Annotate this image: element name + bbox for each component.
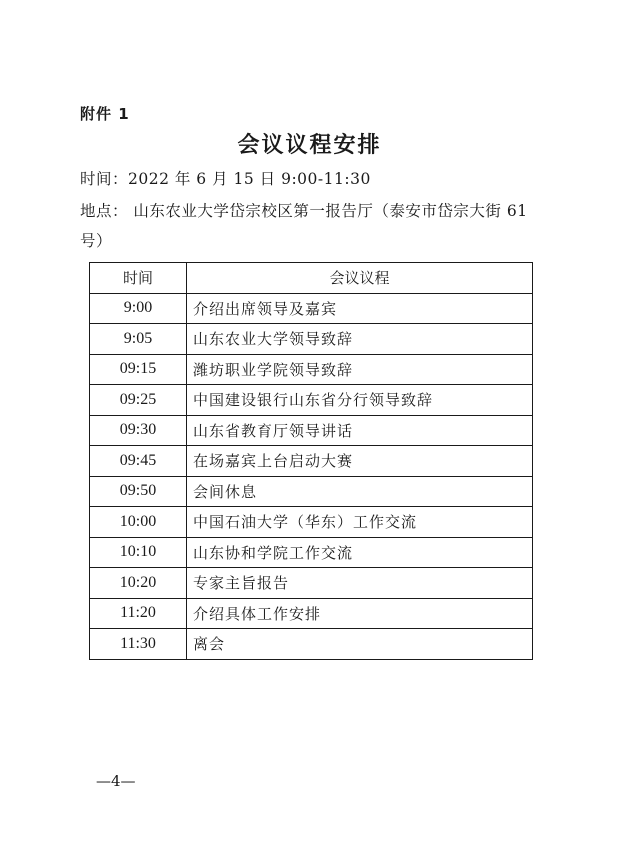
row-time: 9:00 xyxy=(90,293,187,324)
table-row xyxy=(90,568,533,599)
page-number: —4— xyxy=(96,772,136,790)
row-item: 介绍出席领导及嘉宾 xyxy=(187,293,533,324)
row-item: 在场嘉宾上台启动大赛 xyxy=(187,446,533,477)
header-time: 时间 xyxy=(90,263,187,294)
row-item: 中国石油大学（华东）工作交流 xyxy=(187,507,533,538)
row-time: 10:00 xyxy=(90,507,187,538)
meeting-place-continued: 号） xyxy=(80,232,113,250)
table-row xyxy=(90,476,533,507)
meeting-place: 地点： 山东农业大学岱宗校区第一报告厅（泰安市岱宗大街 61 xyxy=(80,202,528,220)
row-time: 11:30 xyxy=(90,629,187,660)
row-time: 09:25 xyxy=(90,385,187,416)
row-item: 山东省教育厅领导讲话 xyxy=(187,415,533,446)
table-row xyxy=(90,537,533,568)
table-row xyxy=(90,507,533,538)
row-time: 10:10 xyxy=(90,537,187,568)
table-row xyxy=(90,415,533,446)
table-row xyxy=(90,385,533,416)
meeting-time: 时间：2022 年 6 月 15 日 9:00-11:30 xyxy=(80,170,371,188)
table-row xyxy=(90,629,533,660)
page-title: 会议议程安排 xyxy=(237,132,382,158)
row-time: 10:20 xyxy=(90,568,187,599)
row-item: 介绍具体工作安排 xyxy=(187,598,533,629)
attachment-label: 附件 1 xyxy=(80,105,130,123)
row-time: 09:45 xyxy=(90,446,187,477)
table-row xyxy=(90,354,533,385)
row-time: 11:20 xyxy=(90,598,187,629)
row-item: 会间休息 xyxy=(187,476,533,507)
row-time: 9:05 xyxy=(90,324,187,355)
row-item: 山东协和学院工作交流 xyxy=(187,537,533,568)
row-item: 专家主旨报告 xyxy=(187,568,533,599)
table-row xyxy=(90,293,533,324)
agenda-header-row xyxy=(90,263,533,294)
agenda-table xyxy=(89,262,533,660)
table-row xyxy=(90,446,533,477)
row-time: 09:50 xyxy=(90,476,187,507)
header-agenda: 会议议程 xyxy=(187,263,533,294)
row-item: 离会 xyxy=(187,629,533,660)
row-item: 山东农业大学领导致辞 xyxy=(187,324,533,355)
row-time: 09:30 xyxy=(90,415,187,446)
row-item: 潍坊职业学院领导致辞 xyxy=(187,354,533,385)
row-time: 09:15 xyxy=(90,354,187,385)
row-item: 中国建设银行山东省分行领导致辞 xyxy=(187,385,533,416)
table-row xyxy=(90,324,533,355)
table-row xyxy=(90,598,533,629)
